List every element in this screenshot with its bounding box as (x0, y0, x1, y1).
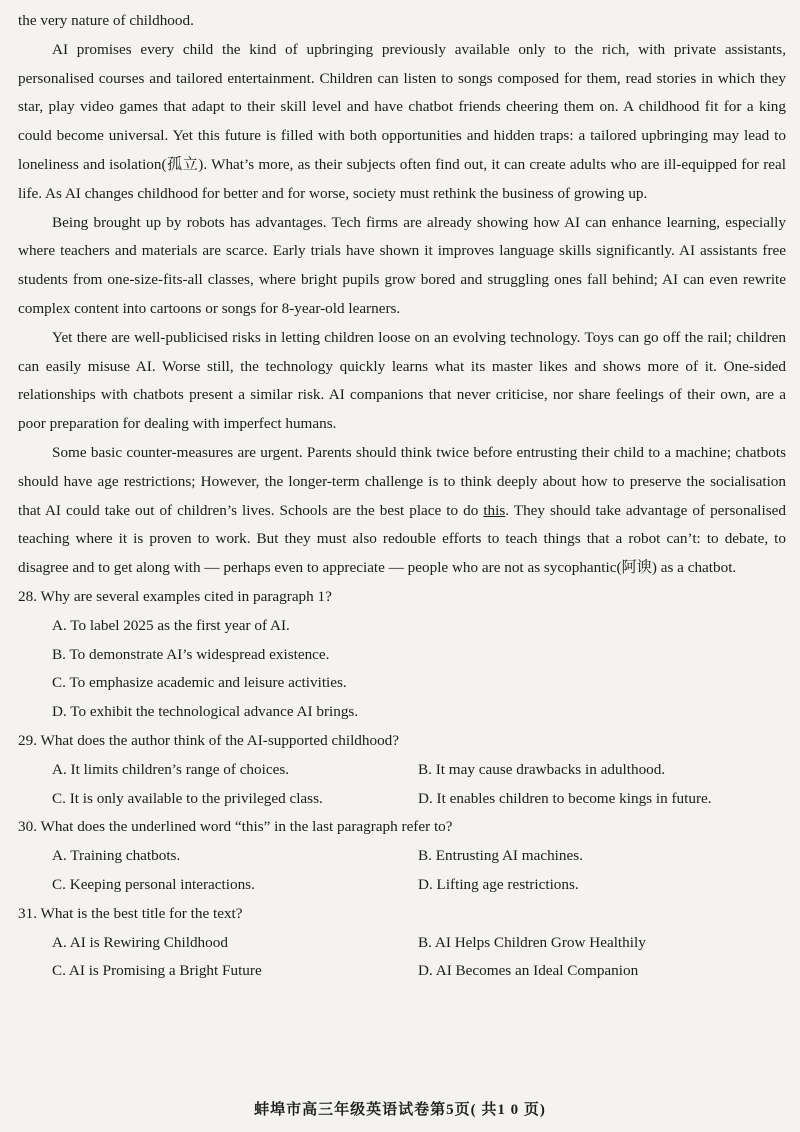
question-28-option-d: D. To exhibit the technological advance AI brings. (52, 703, 359, 721)
question-30-option-c: C. Keeping personal interactions. (52, 875, 255, 893)
question-28 (18, 583, 786, 727)
underlined-word-this: this (483, 501, 506, 519)
question-30-option-b: B. Entrusting AI machines. (418, 847, 583, 865)
question-29-row-1 (18, 756, 786, 785)
passage-paragraph-3: Yet there are well-publicised risks in letting children loose on an evolving technology. Toys can go off the rail; children can easily misuse AI. Worse still, the technology quickly learns what its master likes and shows more of it. One-sided relationships with chatbots present a similar risk. AI companions that never criticise, nor share feelings of their own, are a poor preparation for dealing with imperfect humans. (18, 328, 786, 433)
question-30 (18, 813, 786, 899)
question-29-option-b: B. It may cause drawbacks in adulthood. (418, 760, 666, 778)
question-28-option-a: A. To label 2025 as the first year of AI. (52, 616, 290, 634)
question-31-option-a: A. AI is Rewiring Childhood (52, 933, 228, 951)
question-31-option-d: D. AI Becomes an Ideal Companion (418, 962, 639, 980)
paragraph-4-text-b: . They should take advantage of personalised teaching where it is proven to work. But they must also redouble efforts to teach things that a robot can’t: to debate, to disagree and to get along with — perhaps even to appreciate — people who are not as sycophantic(阿谀) as a chatbot. (18, 501, 786, 577)
question-29-option-c: C. It is only available to the privileged class. (52, 789, 323, 807)
question-31-row-1 (18, 929, 786, 958)
question-31-option-c: C. AI is Promising a Bright Future (52, 962, 262, 980)
question-29-row-2 (18, 785, 786, 814)
question-28-option-b: B. To demonstrate AI’s widespread existence. (52, 645, 330, 663)
question-29-stem: 29. What does the author think of the AI-supported childhood? (18, 731, 400, 749)
question-31-option-b: B. AI Helps Children Grow Healthily (418, 933, 646, 951)
question-29-option-d: D. It enables children to become kings in future. (418, 789, 712, 807)
question-31 (18, 900, 786, 986)
passage-paragraph-1: AI promises every child the kind of upbringing previously available only to the rich, with private assistants, personalised courses and tailored entertainment. Children can listen to songs composed for them, read stories in which they star, play video games that adapt to their skill level and have chatbot friends cheering them on. A childhood fit for a king could become universal. Yet this future is filled with both opportunities and hidden traps: a tailored upbringing may lead to loneliness and isolation(孤立). What’s more, as their subjects often find out, it can create adults who are ill-equipped for real life. As AI changes childhood for better and for worse, society must rethink the business of growing up. (18, 40, 786, 202)
passage-paragraph-4 (18, 439, 786, 583)
question-30-row-1 (18, 842, 786, 871)
question-28-option-c: C. To emphasize academic and leisure activities. (52, 674, 347, 692)
question-30-option-a: A. Training chatbots. (52, 847, 181, 865)
question-30-row-2 (18, 871, 786, 900)
question-31-row-2 (18, 957, 786, 986)
question-29 (18, 727, 786, 813)
passage-paragraph-2: Being brought up by robots has advantages. Tech firms are already showing how AI can enhance learning, especially where teachers and materials are scarce. Early trials have shown it improves language skills significantly. AI assistants free students from one-size-fits-all classes, where bright pupils grow bored and struggling ones fall behind; AI can even rewrite complex content into cartoons or songs for 8-year-old learners. (18, 213, 786, 317)
exam-page (18, 7, 786, 986)
question-28-stem: 28. Why are several examples cited in paragraph 1? (18, 587, 332, 605)
paragraph-4-text-a: Some basic counter-measures are urgent. Parents should think twice before entrusting their child to a machine; chatbots should have age restrictions; However, the longer-term challenge is to think deeply about how to preserve the socialisation that AI could take out of children’s lives. Schools are the best place to do (18, 443, 786, 519)
question-30-stem: 30. What does the underlined word “this” in the last paragraph refer to? (18, 818, 453, 836)
question-30-option-d: D. Lifting age restrictions. (418, 875, 579, 893)
question-31-stem: 31. What is the best title for the text? (18, 904, 243, 922)
page-footer: 蚌埠市高三年级英语试卷第5页( 共1 0 页) (254, 1102, 546, 1118)
passage-fragment: the very nature of childhood. (18, 12, 194, 29)
question-29-option-a: A. It limits children’s range of choices. (52, 760, 290, 778)
